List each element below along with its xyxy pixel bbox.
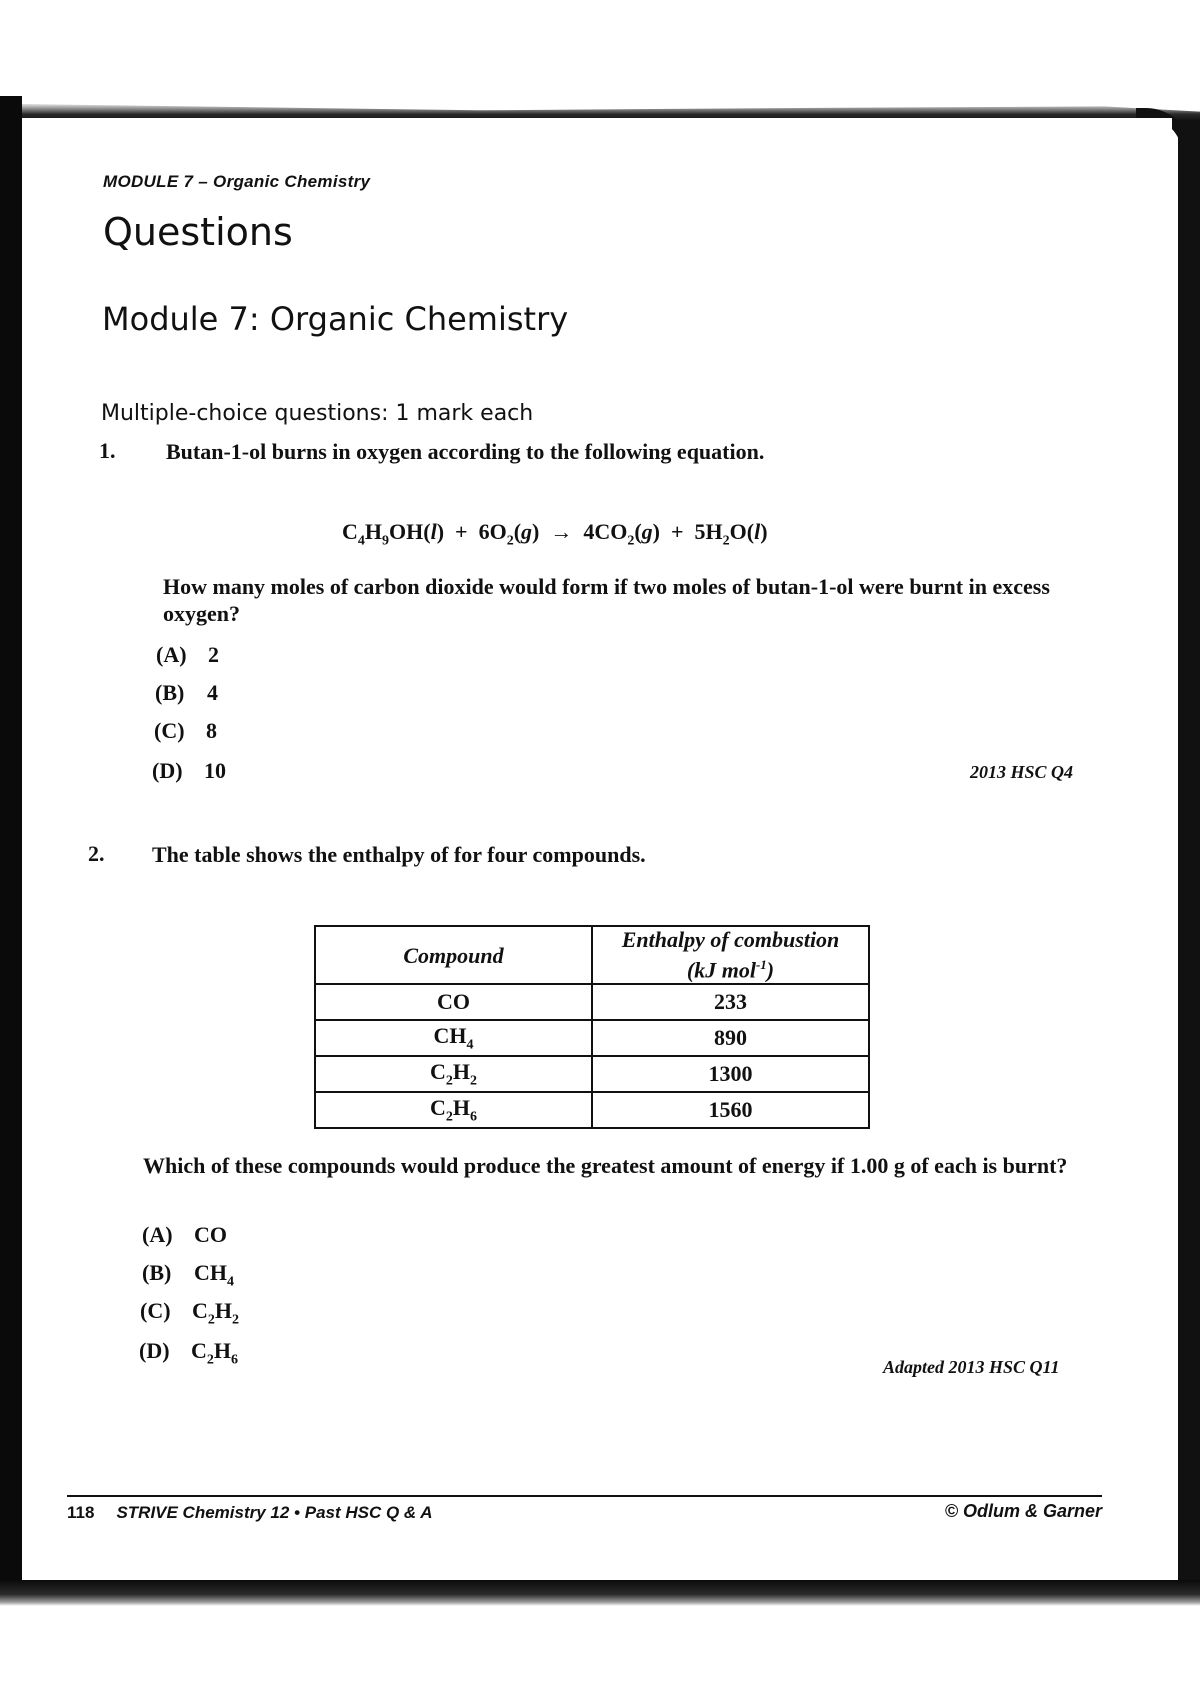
- q1-option-a[interactable]: (A) 2: [156, 642, 219, 667]
- module-heading: Module 7: Organic Chemistry: [102, 300, 569, 338]
- question-1-intro: Butan-1-ol burns in oxygen according to the following equation.: [166, 439, 765, 464]
- question-2-source: Adapted 2013 HSC Q11: [883, 1357, 1060, 1377]
- header-enthalpy: Enthalpy of combustion (kJ mol$^{-1}$): [592, 926, 869, 984]
- combustion-equation: $C_4H_9OH(l) + 6O_2(g) \to 4CO_2(g) + 5H_2O(l)$: [342, 519, 768, 549]
- table-row: [315, 1020, 869, 1056]
- q2-option-c[interactable]: (C) $C_2H_2$: [140, 1298, 240, 1328]
- header-compound: Compound: [315, 926, 592, 984]
- enthalpy-cell: 233: [592, 984, 869, 1020]
- page-number: 118: [67, 1503, 95, 1522]
- textbook-page: [22, 118, 1172, 1580]
- question-2-intro: The table shows the enthalpy of for four compounds.: [152, 842, 646, 867]
- q2-option-b[interactable]: (B) $CH_4$: [142, 1260, 234, 1290]
- section-label: Multiple-choice questions: 1 mark each: [101, 401, 534, 426]
- q1-option-c[interactable]: (C) 8: [154, 718, 217, 743]
- enthalpy-table: [314, 925, 870, 1129]
- footer-copyright: © Odlum & Garner: [944, 1501, 1102, 1521]
- enthalpy-cell: 890: [592, 1020, 869, 1056]
- compound-cell: CO: [315, 984, 592, 1020]
- table-header-row: [315, 926, 869, 984]
- question-1-text: How many moles of carbon dioxide would form if two moles of butan-1-ol were burnt in excess oxygen?: [163, 574, 1050, 626]
- enthalpy-cell: 1560: [592, 1092, 869, 1128]
- question-2-text: Which of these compounds would produce the greatest amount of energy if 1.00 g of each is burnt?: [143, 1153, 1068, 1178]
- compound-cell: $CH_4$: [315, 1020, 592, 1056]
- table-row: [315, 984, 869, 1020]
- running-head: MODULE 7 – Organic Chemistry: [103, 172, 371, 191]
- table-row: [315, 1092, 869, 1128]
- page-title: Questions: [103, 210, 293, 254]
- q2-option-a[interactable]: (A) CO: [142, 1222, 227, 1247]
- compound-cell: $C_2H_6$: [315, 1092, 592, 1128]
- q2-option-d[interactable]: (D) $C_2H_6$: [139, 1338, 239, 1368]
- q1-option-b[interactable]: (B) 4: [155, 680, 218, 705]
- q1-option-d[interactable]: (D) 10: [152, 758, 226, 783]
- table-row: [315, 1056, 869, 1092]
- question-1-source: 2013 HSC Q4: [970, 762, 1074, 782]
- scan-edge-bottom: [0, 1580, 1200, 1606]
- scan-edge-left: [0, 96, 22, 1596]
- book-title: STRIVE Chemistry 12 • Past HSC Q & A: [116, 1503, 433, 1522]
- compound-cell: $C_2H_2$: [315, 1056, 592, 1092]
- footer-rule: [67, 1495, 1102, 1497]
- scan-edge-right: [1178, 120, 1200, 1600]
- question-1-number: 1.: [99, 438, 116, 463]
- footer-book: [67, 1503, 433, 1523]
- enthalpy-cell: 1300: [592, 1056, 869, 1092]
- question-2-number: 2.: [88, 841, 105, 866]
